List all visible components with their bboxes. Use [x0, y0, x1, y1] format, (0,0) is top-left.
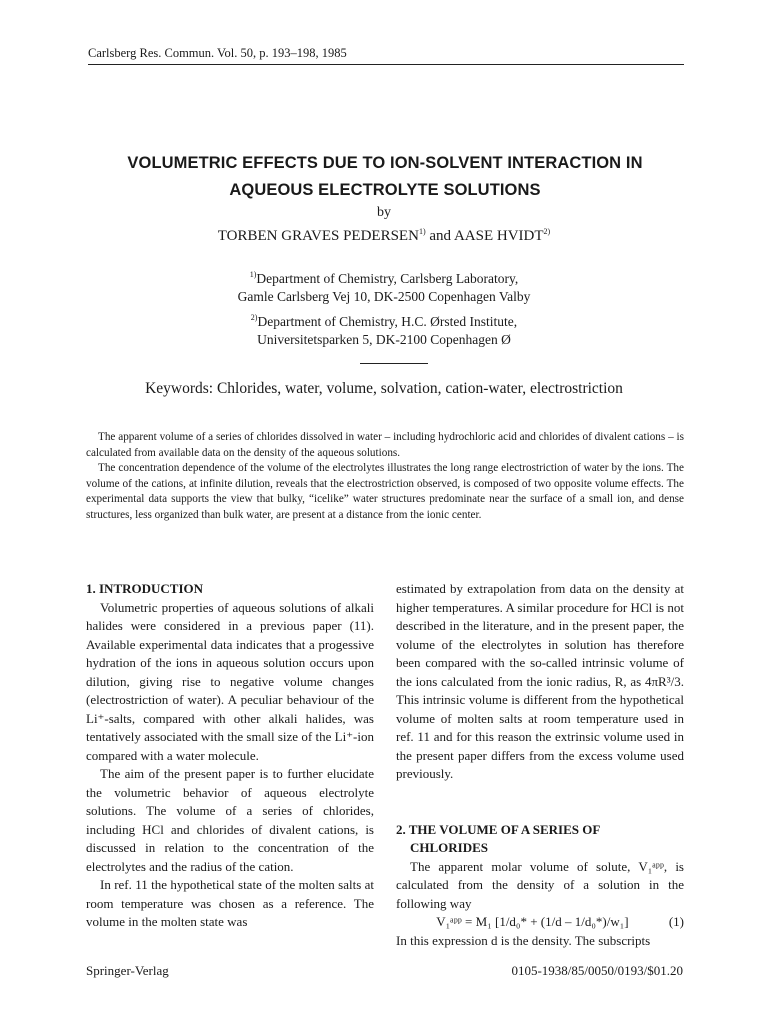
- affil-2-line-1: Department of Chemistry, H.C. Ørsted Institute,: [257, 314, 518, 329]
- running-head: Carlsberg Res. Commun. Vol. 50, p. 193–198, 1985: [88, 46, 684, 65]
- affil-2-mark: 2): [250, 313, 258, 322]
- equation-1: [396, 913, 684, 932]
- publisher: Springer-Verlag: [86, 963, 169, 978]
- affil-1-line-1: Department of Chemistry, Carlsberg Laboratory,: [256, 271, 519, 286]
- abstract-paragraph-2: The concentration dependence of the volume of the electrolytes illustrates the long range electrostriction of water by the ions. The volume of the cations, at infinite dilution, reveals that the electrostriction observed, is composed of two opposite volume effects. The experimental data supports the view that bulky, “icelike” water structures predominate near the surface of a small ion, and dense structures, less organized than bulk water, are present at a distance from the ionic center.: [86, 462, 684, 521]
- paper-title: [60, 150, 710, 204]
- authors-and: and: [425, 228, 454, 244]
- by-line: by: [377, 205, 391, 220]
- equation-1-number: (1): [668, 914, 684, 929]
- title-line-1: VOLUMETRIC EFFECTS DUE TO ION-SOLVENT INTERACTION IN: [127, 154, 643, 172]
- equation-1-body: V₁ᵃᵖᵖ = M₁ [1/d₀* + (1/d – 1/d₀*)/w₁]: [436, 914, 629, 929]
- article-code: 0105-1938/85/0050/0193/$01.20: [511, 963, 683, 978]
- section-2-heading: [396, 821, 684, 858]
- author-1: TORBEN GRAVES PEDERSEN: [217, 228, 419, 244]
- section-2-heading-line-1: 2. THE VOLUME OF A SERIES OF: [396, 821, 601, 837]
- separator-rule: [360, 363, 428, 364]
- abstract: [86, 430, 684, 524]
- affiliation-2: [0, 313, 768, 349]
- left-column: [86, 580, 374, 932]
- affil-1-line-2: Gamle Carlsberg Vej 10, DK-2500 Copenhagen Valby: [237, 289, 531, 304]
- section-2-heading-line-2: CHLORIDES: [410, 840, 489, 855]
- intro-continuation: estimated by extrapolation from data on the density at higher temperatures. A similar procedure for HCl is not described in the literature, and in the present paper, the volume of the electrolytes in solution has therefore been compared with the so-called intrinsic volume of the ions calculated from the ionic radius, R, as 4πR³/3. This intrinsic volume is different from the hypothetical volume of molten salts at room temperature used in ref. 11 and for this reason the extrinsic volume used in the present paper differs from the excess volume used previously.: [396, 581, 684, 781]
- title-line-2: AQUEOUS ELECTROLYTE SOLUTIONS: [229, 181, 541, 199]
- author-2-affil-mark: 2): [543, 227, 551, 236]
- intro-paragraph-1: Volumetric properties of aqueous solutions of alkali halides were considered in a previous paper (11). Available experimental data indicates that a progessive hydration of the ions in aqueous solution occurs upon dilution, giving rise to negative volume changes (electrostriction of water). A peculiar behaviour of the Li⁺-salts, compared with other alkali halides, was tentatively associated with the small size of the Li⁺-ion compared with a water molecule.: [86, 599, 374, 763]
- section-1-heading: 1. INTRODUCTION: [86, 581, 204, 596]
- section-2-paragraph-1: The apparent molar volume of solute, V₁ᵃᵖᵖ, is calculated from the density of a solution in the following way: [396, 858, 684, 911]
- right-column: [396, 580, 684, 950]
- author-2: AASE HVIDT: [453, 228, 544, 244]
- affiliation-1: [0, 270, 768, 306]
- intro-paragraph-2: The aim of the present paper is to further elucidate the volumetric behavior of aqueous electrolyte solutions. The volume of a series of chlorides, including HCl and chlorides of divalent cations, is discussed in relation to the concentration of the electrolytes and the radius of the cation.: [86, 766, 374, 874]
- abstract-paragraph-1: The apparent volume of a series of chlorides dissolved in water – including hydrochloric acid and chlorides of divalent cations – is calculated from available data on the density of the aqueous solutions.: [86, 431, 684, 459]
- affil-1-mark: 1): [249, 270, 257, 279]
- authors: [0, 228, 768, 245]
- keywords: Keywords: Chlorides, water, volume, solvation, cation-water, electrostriction: [145, 380, 623, 397]
- intro-paragraph-3: In ref. 11 the hypothetical state of the molten salts at room temperature was chosen as a reference. The volume in the molten state was: [86, 877, 374, 929]
- section-2-paragraph-2: In this expression d is the density. The subscripts: [396, 932, 651, 948]
- author-1-affil-mark: 1): [418, 227, 426, 236]
- affil-2-line-2: Universitetsparken 5, DK-2100 Copenhagen Ø: [257, 332, 511, 347]
